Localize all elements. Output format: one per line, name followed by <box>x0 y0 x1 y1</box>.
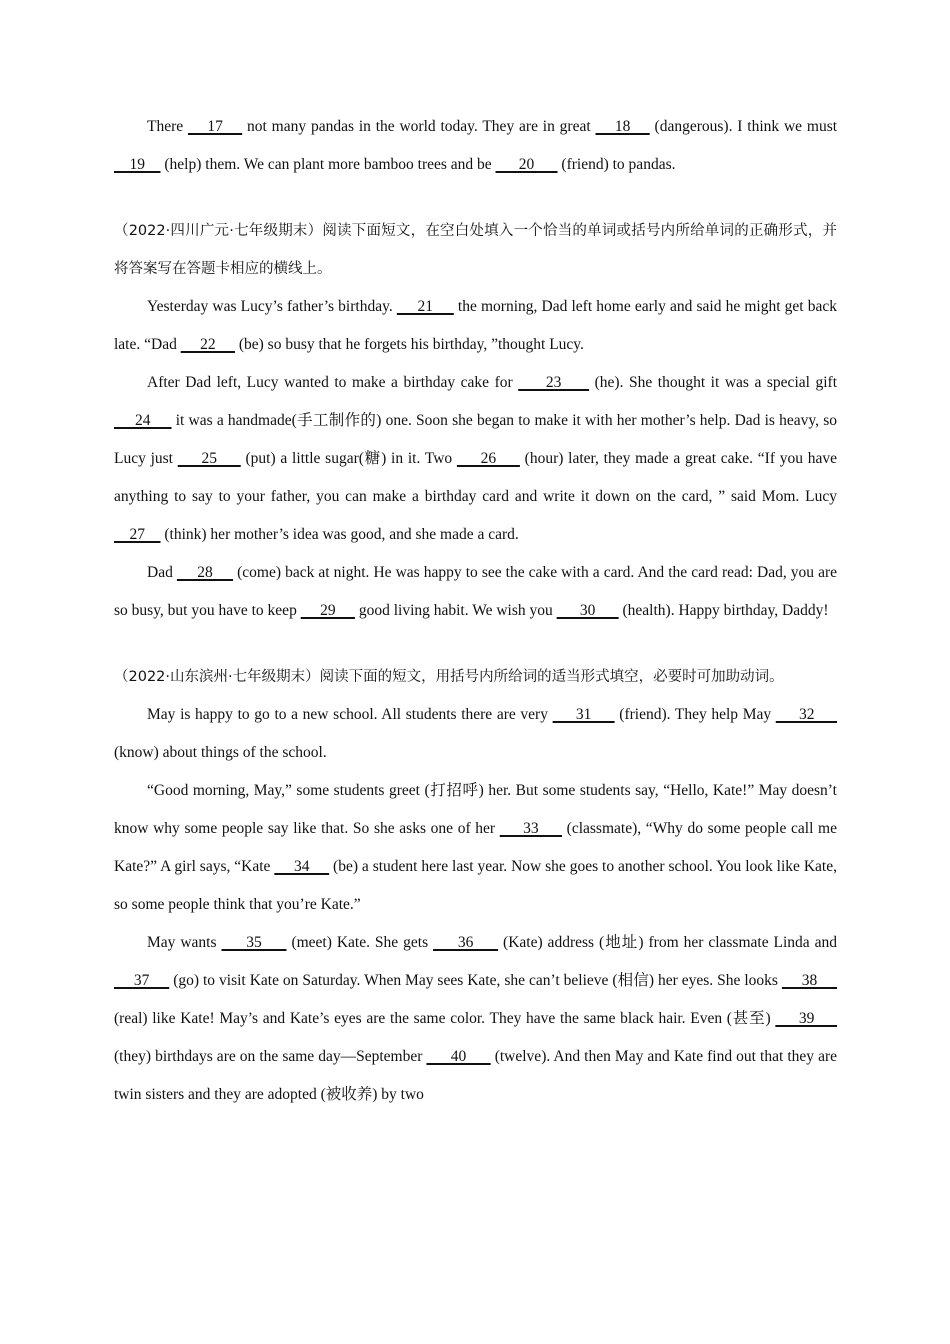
answer-blank: 39 <box>775 1010 837 1027</box>
answer-blank: 19 <box>114 156 161 173</box>
passage2-paragraph-2: After Dad left, Lucy wanted to make a birthday cake for 23 (he). She thought it was a special gift 24 it was a handmade(手工制作的) one. Soon she began to make it with her mother’s help. Dad is heavy, so Lucy just 25 (put) a little sugar(糖) in it. Two 26 (hour) later, they made a great cake. “If you have anything to say to your father, you can make a birthday card and write it down on the card, ” said Mom. Lucy 27 (think) her mother’s idea was good, and she made a card. <box>114 374 838 543</box>
answer-blank: 28 <box>176 564 234 581</box>
answer-blank: 31 <box>552 706 615 723</box>
answer-blank: 32 <box>775 706 838 723</box>
passage1-paragraph-1: There 17 not many pandas in the world today. They are in great 18 (dangerous). I think we must 19 (help) them. We can plant more bamboo trees and be 20 (friend) to pandas. <box>114 118 838 173</box>
answer-blank: 38 <box>781 972 838 989</box>
answer-blank: 35 <box>221 934 287 951</box>
passage3-paragraph-3: May wants 35 (meet) Kate. She gets 36 (Kate) address (地址) from her classmate Linda and 37 (go) to visit Kate on Saturday. When May sees Kate, she can’t believe (相信) her eyes. She looks 38 (real) like Kate! May’s and Kate’s eyes are the same color. They have the same black hair. Even (甚至) 39 (they) birthdays are on the same day—September 40 (twelve). And then May and Kate find out that they are twin sisters and they are adopted (被收养) by two <box>114 934 838 1103</box>
passage3-paragraph-1: May is happy to go to a new school. All students there are very 31 (friend). They help May 32 (know) about things of the school. <box>114 706 838 761</box>
answer-blank: 25 <box>177 450 241 467</box>
answer-blank: 33 <box>499 820 562 837</box>
passage2-paragraph-1: Yesterday was Lucy’s father’s birthday. 21 the morning, Dad left home early and said he might get back late. “Dad 22 (be) so busy that he forgets his birthday, ”thought Lucy. <box>114 298 838 353</box>
passage3-heading: （2022·山东滨州·七年级期末）阅读下面的短文，用括号内所给词的适当形式填空，必要时可加助动词。 <box>114 669 784 685</box>
answer-blank: 21 <box>396 298 454 315</box>
answer-blank: 36 <box>433 934 499 951</box>
answer-blank: 29 <box>300 602 355 619</box>
answer-blank: 23 <box>518 374 590 391</box>
answer-blank: 24 <box>114 412 172 429</box>
passage2-heading: （2022·四川广元·七年级期末）阅读下面短文，在空白处填入一个恰当的单词或括号内所给单词的正确形式，并将答案写在答题卡相应的横线上。 <box>114 223 837 277</box>
answer-blank: 30 <box>556 602 619 619</box>
answer-blank: 40 <box>426 1048 491 1065</box>
document-page <box>114 108 837 1114</box>
answer-blank: 18 <box>595 118 650 135</box>
answer-blank: 17 <box>187 118 243 135</box>
answer-blank: 37 <box>114 972 170 989</box>
answer-blank: 22 <box>180 336 235 353</box>
answer-blank: 20 <box>495 156 558 173</box>
passage3-paragraph-2: “Good morning, May,” some students greet (打招呼) her. But some students say, “Hello, Kate!” May doesn’t know why some people say like that. So she asks one of her 33 (classmate), “Why do some people call me Kate?” A girl says, “Kate 34 (be) a student here last year. Now she goes to another school. You look like Kate, so some people think that you’re Kate.” <box>114 782 837 913</box>
answer-blank: 27 <box>114 526 161 543</box>
passage2-paragraph-3: Dad 28 (come) back at night. He was happy to see the cake with a card. And the card read: Dad, you are so busy, but you have to keep 29 good living habit. We wish you 30 (health). Happy birthday, Daddy! <box>114 564 837 619</box>
answer-blank: 34 <box>274 858 330 875</box>
answer-blank: 26 <box>456 450 520 467</box>
